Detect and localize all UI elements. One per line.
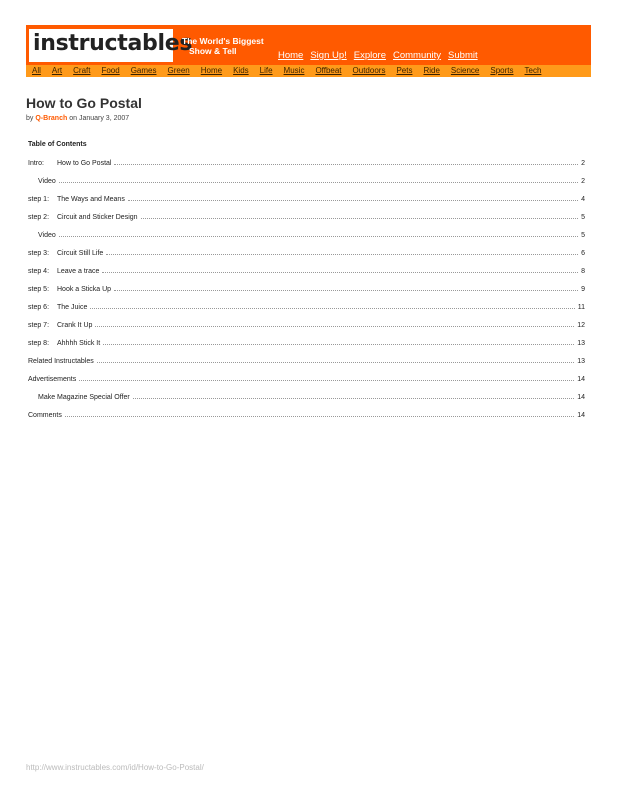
logo[interactable] bbox=[29, 29, 193, 62]
toc-entry[interactable] bbox=[28, 373, 585, 383]
category-tech-link[interactable]: Tech bbox=[524, 66, 542, 75]
toc-step: step 6: bbox=[28, 304, 50, 311]
tagline-line-1: The World's Biggest bbox=[182, 36, 264, 46]
toc-title: Comments bbox=[28, 412, 62, 419]
toc-leader-dots bbox=[103, 344, 574, 345]
toc-entry[interactable] bbox=[28, 391, 585, 401]
toc-step: step 5: bbox=[28, 286, 50, 293]
toc-entry-label bbox=[28, 322, 95, 329]
toc-entry[interactable] bbox=[28, 229, 585, 239]
category-kids-link[interactable]: Kids bbox=[233, 66, 249, 75]
toc-leader-dots bbox=[114, 164, 578, 165]
toc-leader-dots bbox=[114, 290, 578, 291]
nav-home-link[interactable]: Home bbox=[278, 50, 304, 61]
toc-entry-label bbox=[28, 286, 114, 293]
category-food-link[interactable]: Food bbox=[101, 66, 120, 75]
toc-leader-dots bbox=[59, 182, 578, 183]
toc-leader-dots bbox=[95, 326, 574, 327]
toc-leader-dots bbox=[90, 308, 574, 309]
toc-entry[interactable] bbox=[28, 211, 585, 221]
nav-submit-link[interactable]: Submit bbox=[448, 50, 478, 61]
toc-title: Crank It Up bbox=[57, 322, 93, 329]
toc-step: step 7: bbox=[28, 322, 50, 329]
nav-community-link[interactable]: Community bbox=[393, 50, 442, 61]
toc-leader-dots bbox=[102, 272, 578, 273]
toc-leader-dots bbox=[133, 398, 575, 399]
toc-entry[interactable] bbox=[28, 265, 585, 275]
toc-entry[interactable] bbox=[28, 247, 585, 257]
toc-step: step 4: bbox=[28, 268, 50, 275]
category-ride-link[interactable]: Ride bbox=[423, 66, 440, 75]
toc-entry-label bbox=[28, 196, 128, 203]
author-link[interactable]: Q-Branch bbox=[35, 115, 68, 122]
toc-leader-dots bbox=[141, 218, 579, 219]
toc-entry[interactable] bbox=[28, 355, 585, 365]
toc-entry-label bbox=[28, 394, 133, 401]
footer-url[interactable]: http://www.instructables.com/id/How-to-Go-Postal/ bbox=[26, 763, 204, 772]
toc-page-number: 13 bbox=[577, 340, 585, 347]
category-outdoors-link[interactable]: Outdoors bbox=[352, 66, 386, 75]
logo-text: instructables bbox=[33, 31, 193, 56]
toc-page-number: 14 bbox=[577, 412, 585, 419]
toc-entry[interactable] bbox=[28, 157, 585, 167]
toc-page-number: 12 bbox=[577, 322, 585, 329]
toc-entry-label bbox=[28, 268, 102, 275]
byline-date: on January 3, 2007 bbox=[69, 115, 130, 122]
toc-page-number: 4 bbox=[581, 196, 585, 203]
toc-title: Ahhhh Stick It bbox=[57, 340, 101, 347]
category-offbeat-link[interactable]: Offbeat bbox=[315, 66, 342, 75]
toc-page-number: 8 bbox=[581, 268, 585, 275]
toc-page-number: 2 bbox=[581, 160, 585, 167]
category-green-link[interactable]: Green bbox=[167, 66, 190, 75]
toc-leader-dots bbox=[128, 200, 578, 201]
toc-page-number: 6 bbox=[581, 250, 585, 257]
toc-title: Make Magazine Special Offer bbox=[38, 394, 130, 401]
toc-step: step 1: bbox=[28, 196, 50, 203]
tagline-line-2: Show & Tell bbox=[189, 46, 237, 56]
toc-step: Intro: bbox=[28, 160, 44, 167]
toc-entry-label bbox=[28, 412, 65, 419]
toc-entry-label bbox=[28, 376, 79, 383]
toc-title: Circuit and Sticker Design bbox=[57, 214, 138, 221]
toc-entry-label bbox=[28, 250, 106, 257]
category-art-link[interactable]: Art bbox=[51, 66, 63, 75]
toc-entry-label bbox=[28, 160, 114, 167]
category-home-link[interactable]: Home bbox=[200, 66, 223, 75]
toc-entry[interactable] bbox=[28, 409, 585, 419]
toc-entry[interactable] bbox=[28, 175, 585, 185]
category-games-link[interactable]: Games bbox=[130, 66, 157, 75]
page-title: How to Go Postal bbox=[26, 95, 142, 111]
toc-title: Leave a trace bbox=[57, 268, 100, 275]
toc-title: Video bbox=[38, 178, 56, 185]
toc-step: step 2: bbox=[28, 214, 50, 221]
toc-title: Hook a Sticka Up bbox=[57, 286, 112, 293]
toc-title: Related Instructables bbox=[28, 358, 94, 365]
toc-entry-label bbox=[28, 178, 59, 185]
toc-step: step 3: bbox=[28, 250, 50, 257]
toc-heading: Table of Contents bbox=[28, 141, 87, 148]
byline bbox=[26, 115, 129, 122]
toc-entry[interactable] bbox=[28, 337, 585, 347]
toc-entry[interactable] bbox=[28, 301, 585, 311]
byline-by: by bbox=[26, 115, 34, 122]
category-nav bbox=[26, 65, 591, 77]
nav-explore-link[interactable]: Explore bbox=[353, 50, 386, 61]
toc-entry[interactable] bbox=[28, 319, 585, 329]
nav-signup-link[interactable]: Sign Up! bbox=[310, 50, 347, 61]
tagline bbox=[182, 36, 264, 56]
toc-page-number: 14 bbox=[577, 394, 585, 401]
toc-page-number: 13 bbox=[577, 358, 585, 365]
category-music-link[interactable]: Music bbox=[283, 66, 305, 75]
category-sports-link[interactable]: Sports bbox=[490, 66, 514, 75]
toc-entry[interactable] bbox=[28, 283, 585, 293]
toc-title: The Juice bbox=[57, 304, 88, 311]
toc-entry-label bbox=[28, 358, 97, 365]
toc-title: The Ways and Means bbox=[57, 196, 125, 203]
top-nav bbox=[278, 50, 478, 61]
toc-entry-label bbox=[28, 214, 141, 221]
toc-leader-dots bbox=[65, 416, 574, 417]
toc-page-number: 2 bbox=[581, 178, 585, 185]
toc-leader-dots bbox=[59, 236, 578, 237]
category-science-link[interactable]: Science bbox=[450, 66, 480, 75]
toc-step: step 8: bbox=[28, 340, 50, 347]
toc-entry[interactable] bbox=[28, 193, 585, 203]
toc-entry-label bbox=[28, 232, 59, 239]
toc-page-number: 9 bbox=[581, 286, 585, 293]
category-life-link[interactable]: Life bbox=[259, 66, 273, 75]
toc-page-number: 14 bbox=[577, 376, 585, 383]
toc-title: How to Go Postal bbox=[57, 160, 112, 167]
toc-page-number: 11 bbox=[577, 304, 585, 311]
category-craft-link[interactable]: Craft bbox=[73, 66, 91, 75]
toc-leader-dots bbox=[106, 254, 578, 255]
toc-title: Video bbox=[38, 232, 56, 239]
toc-page-number: 5 bbox=[581, 214, 585, 221]
category-all-link[interactable]: All bbox=[32, 66, 41, 75]
category-pets-link[interactable]: Pets bbox=[396, 66, 413, 75]
toc-entry-label bbox=[28, 304, 90, 311]
toc-entry-label bbox=[28, 340, 103, 347]
toc-page-number: 5 bbox=[581, 232, 585, 239]
toc-leader-dots bbox=[97, 362, 574, 363]
toc-leader-dots bbox=[79, 380, 574, 381]
toc-title: Advertisements bbox=[28, 376, 77, 383]
toc-title: Circuit Still Life bbox=[57, 250, 104, 257]
